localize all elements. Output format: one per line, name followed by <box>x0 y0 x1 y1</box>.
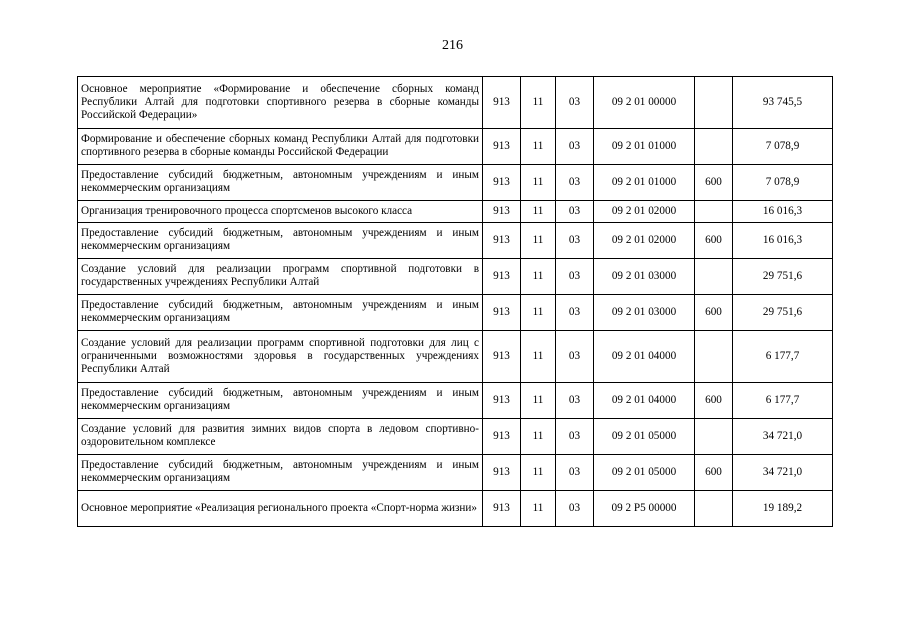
section-code-cell: 11 <box>521 419 556 455</box>
row-name-cell: Предоставление субсидий бюджетным, автономным учреждениям и иным некоммерческим организациям <box>78 455 483 491</box>
amount-cell: 34 721,0 <box>733 419 833 455</box>
subsection-code-cell: 03 <box>556 77 594 129</box>
target-article-cell: 09 2 01 02000 <box>594 201 695 223</box>
grbs-code-cell: 913 <box>483 331 521 383</box>
expense-type-cell <box>695 129 733 165</box>
expense-type-cell <box>695 77 733 129</box>
subsection-code-cell: 03 <box>556 383 594 419</box>
row-name-cell: Основное мероприятие «Формирование и обеспечение сборных команд Республики Алтай для подготовки спортивного резерва в сборные команды Российской Федерации» <box>78 77 483 129</box>
subsection-code-cell: 03 <box>556 491 594 527</box>
target-article-cell: 09 2 01 05000 <box>594 455 695 491</box>
expense-type-cell <box>695 259 733 295</box>
expense-type-cell: 600 <box>695 455 733 491</box>
expense-type-cell <box>695 419 733 455</box>
section-code-cell: 11 <box>521 129 556 165</box>
amount-cell: 6 177,7 <box>733 383 833 419</box>
section-code-cell: 11 <box>521 295 556 331</box>
table-row <box>78 383 833 419</box>
grbs-code-cell: 913 <box>483 295 521 331</box>
grbs-code-cell: 913 <box>483 259 521 295</box>
amount-cell: 7 078,9 <box>733 129 833 165</box>
grbs-code-cell: 913 <box>483 201 521 223</box>
table-row <box>78 223 833 259</box>
target-article-cell: 09 2 01 01000 <box>594 129 695 165</box>
target-article-cell: 09 2 01 01000 <box>594 165 695 201</box>
expense-type-cell: 600 <box>695 223 733 259</box>
amount-cell: 93 745,5 <box>733 77 833 129</box>
subsection-code-cell: 03 <box>556 331 594 383</box>
grbs-code-cell: 913 <box>483 165 521 201</box>
table-row <box>78 259 833 295</box>
target-article-cell: 09 2 01 03000 <box>594 295 695 331</box>
row-name-cell: Предоставление субсидий бюджетным, автономным учреждениям и иным некоммерческим организациям <box>78 383 483 419</box>
subsection-code-cell: 03 <box>556 223 594 259</box>
grbs-code-cell: 913 <box>483 129 521 165</box>
subsection-code-cell: 03 <box>556 455 594 491</box>
section-code-cell: 11 <box>521 491 556 527</box>
expense-type-cell <box>695 201 733 223</box>
section-code-cell: 11 <box>521 455 556 491</box>
table-row <box>78 455 833 491</box>
row-name-cell: Формирование и обеспечение сборных команд Республики Алтай для подготовки спортивного резерва в сборные команды Российской Федерации <box>78 129 483 165</box>
section-code-cell: 11 <box>521 331 556 383</box>
row-name-cell: Предоставление субсидий бюджетным, автономным учреждениям и иным некоммерческим организациям <box>78 165 483 201</box>
amount-cell: 19 189,2 <box>733 491 833 527</box>
table-row <box>78 295 833 331</box>
target-article-cell: 09 2 01 05000 <box>594 419 695 455</box>
expense-type-cell <box>695 491 733 527</box>
target-article-cell: 09 2 01 02000 <box>594 223 695 259</box>
subsection-code-cell: 03 <box>556 419 594 455</box>
expense-type-cell: 600 <box>695 383 733 419</box>
amount-cell: 29 751,6 <box>733 295 833 331</box>
table-row <box>78 419 833 455</box>
grbs-code-cell: 913 <box>483 77 521 129</box>
table-row <box>78 77 833 129</box>
budget-table-body <box>78 77 833 527</box>
target-article-cell: 09 2 01 04000 <box>594 331 695 383</box>
target-article-cell: 09 2 01 00000 <box>594 77 695 129</box>
amount-cell: 34 721,0 <box>733 455 833 491</box>
row-name-cell: Предоставление субсидий бюджетным, автономным учреждениям и иным некоммерческим организациям <box>78 295 483 331</box>
subsection-code-cell: 03 <box>556 165 594 201</box>
section-code-cell: 11 <box>521 77 556 129</box>
budget-table <box>77 76 833 527</box>
target-article-cell: 09 2 01 03000 <box>594 259 695 295</box>
grbs-code-cell: 913 <box>483 491 521 527</box>
grbs-code-cell: 913 <box>483 223 521 259</box>
table-row <box>78 165 833 201</box>
amount-cell: 16 016,3 <box>733 223 833 259</box>
target-article-cell: 09 2 P5 00000 <box>594 491 695 527</box>
row-name-cell: Создание условий для развития зимних видов спорта в ледовом спортивно-оздоровительном комплексе <box>78 419 483 455</box>
row-name-cell: Создание условий для реализации программ спортивной подготовки в государственных учреждениях Республики Алтай <box>78 259 483 295</box>
subsection-code-cell: 03 <box>556 259 594 295</box>
section-code-cell: 11 <box>521 201 556 223</box>
subsection-code-cell: 03 <box>556 295 594 331</box>
table-row <box>78 491 833 527</box>
amount-cell: 6 177,7 <box>733 331 833 383</box>
expense-type-cell: 600 <box>695 165 733 201</box>
grbs-code-cell: 913 <box>483 455 521 491</box>
table-row <box>78 129 833 165</box>
target-article-cell: 09 2 01 04000 <box>594 383 695 419</box>
table-row <box>78 331 833 383</box>
page-number: 216 <box>442 38 463 53</box>
row-name-cell: Предоставление субсидий бюджетным, автономным учреждениям и иным некоммерческим организациям <box>78 223 483 259</box>
grbs-code-cell: 913 <box>483 419 521 455</box>
row-name-cell: Организация тренировочного процесса спортсменов высокого класса <box>78 201 483 223</box>
table-row <box>78 201 833 223</box>
subsection-code-cell: 03 <box>556 129 594 165</box>
amount-cell: 29 751,6 <box>733 259 833 295</box>
subsection-code-cell: 03 <box>556 201 594 223</box>
expense-type-cell: 600 <box>695 295 733 331</box>
amount-cell: 7 078,9 <box>733 165 833 201</box>
row-name-cell: Основное мероприятие «Реализация регионального проекта «Спорт-норма жизни» <box>78 491 483 527</box>
amount-cell: 16 016,3 <box>733 201 833 223</box>
section-code-cell: 11 <box>521 259 556 295</box>
grbs-code-cell: 913 <box>483 383 521 419</box>
row-name-cell: Создание условий для реализации программ спортивной подготовки для лиц с ограниченными возможностями здоровья в государственных учреждениях Республики Алтай <box>78 331 483 383</box>
section-code-cell: 11 <box>521 383 556 419</box>
section-code-cell: 11 <box>521 165 556 201</box>
expense-type-cell <box>695 331 733 383</box>
section-code-cell: 11 <box>521 223 556 259</box>
